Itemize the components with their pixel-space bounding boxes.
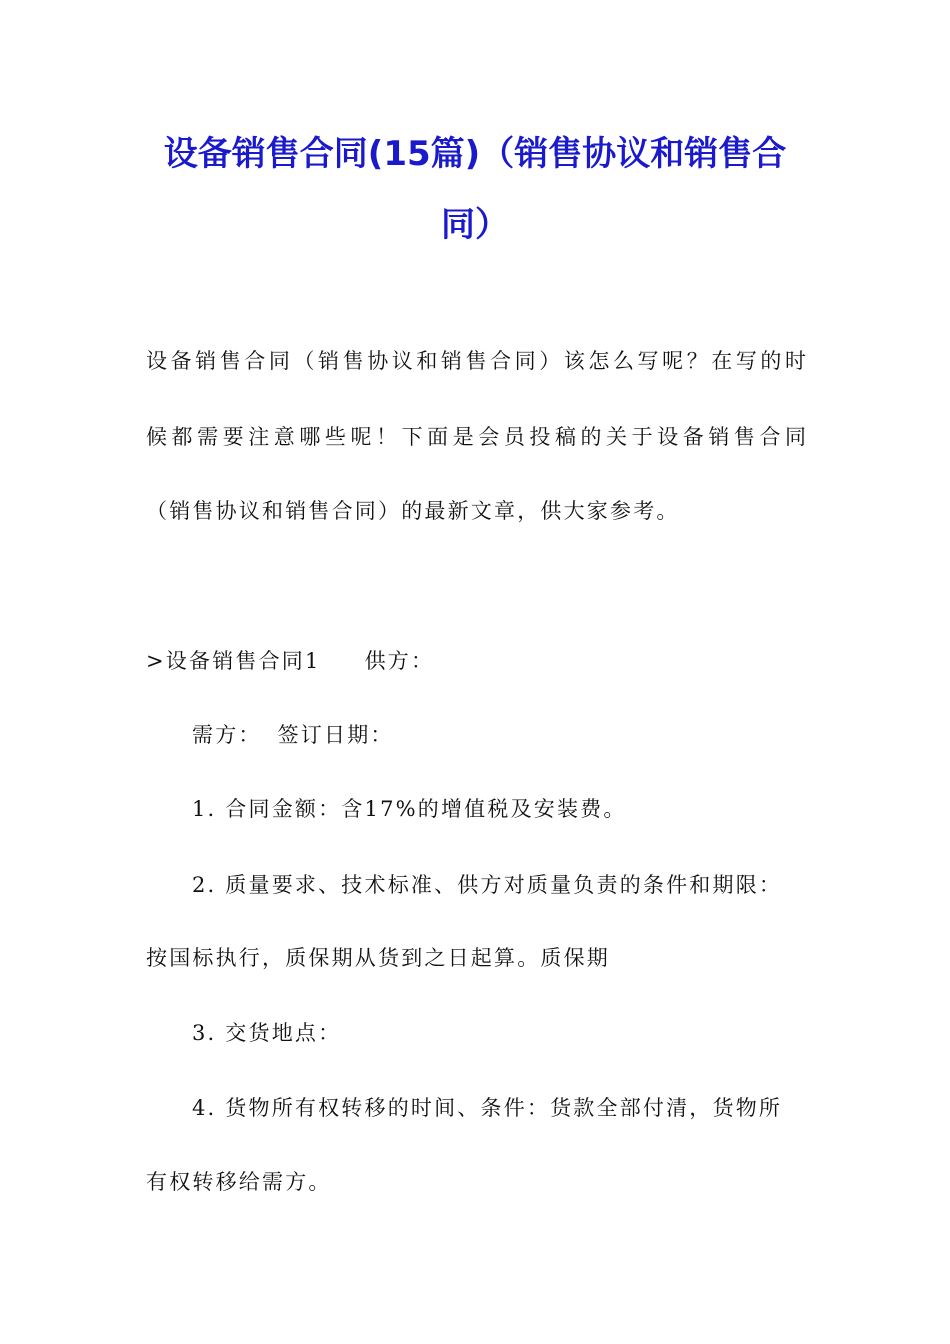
intro-line-1: 设备销售合同（销售协议和销售合同）该怎么写呢？在写的时 xyxy=(146,349,806,373)
clause-1: 1. 合同金额：含17%的增值税及安装费。 xyxy=(192,797,627,821)
buyer-date-row xyxy=(192,720,394,750)
intro-line-3: （销售协议和销售合同）的最新文章，供大家参考。 xyxy=(146,499,680,523)
document-title-line-1: 设备销售合同(15篇)（销售协议和销售合 xyxy=(163,134,787,174)
clause-4: 4. 货物所有权转移的时间、条件：货款全部付清，货物所 xyxy=(192,1096,783,1120)
clause-2-continued: 按国标执行，质保期从货到之日起算。质保期 xyxy=(146,946,610,970)
supplier-label: 供方： xyxy=(364,649,435,673)
expand-marker-icon: > xyxy=(146,649,166,673)
section-heading-row xyxy=(146,646,434,676)
intro-line-2: 候都需要注意哪些呢！下面是会员投稿的关于设备销售合同 xyxy=(146,425,806,449)
clause-4-continued: 有权转移给需方。 xyxy=(146,1170,332,1194)
clause-3: 3. 交货地点： xyxy=(192,1021,342,1045)
clause-2: 2. 质量要求、技术标准、供方对质量负责的条件和期限： xyxy=(192,873,783,897)
document-title-line-2: 同） xyxy=(441,205,509,245)
sign-date-label: 签订日期： xyxy=(277,723,394,747)
buyer-label: 需方： xyxy=(192,723,262,747)
section-heading: 设备销售合同1 xyxy=(165,649,321,673)
